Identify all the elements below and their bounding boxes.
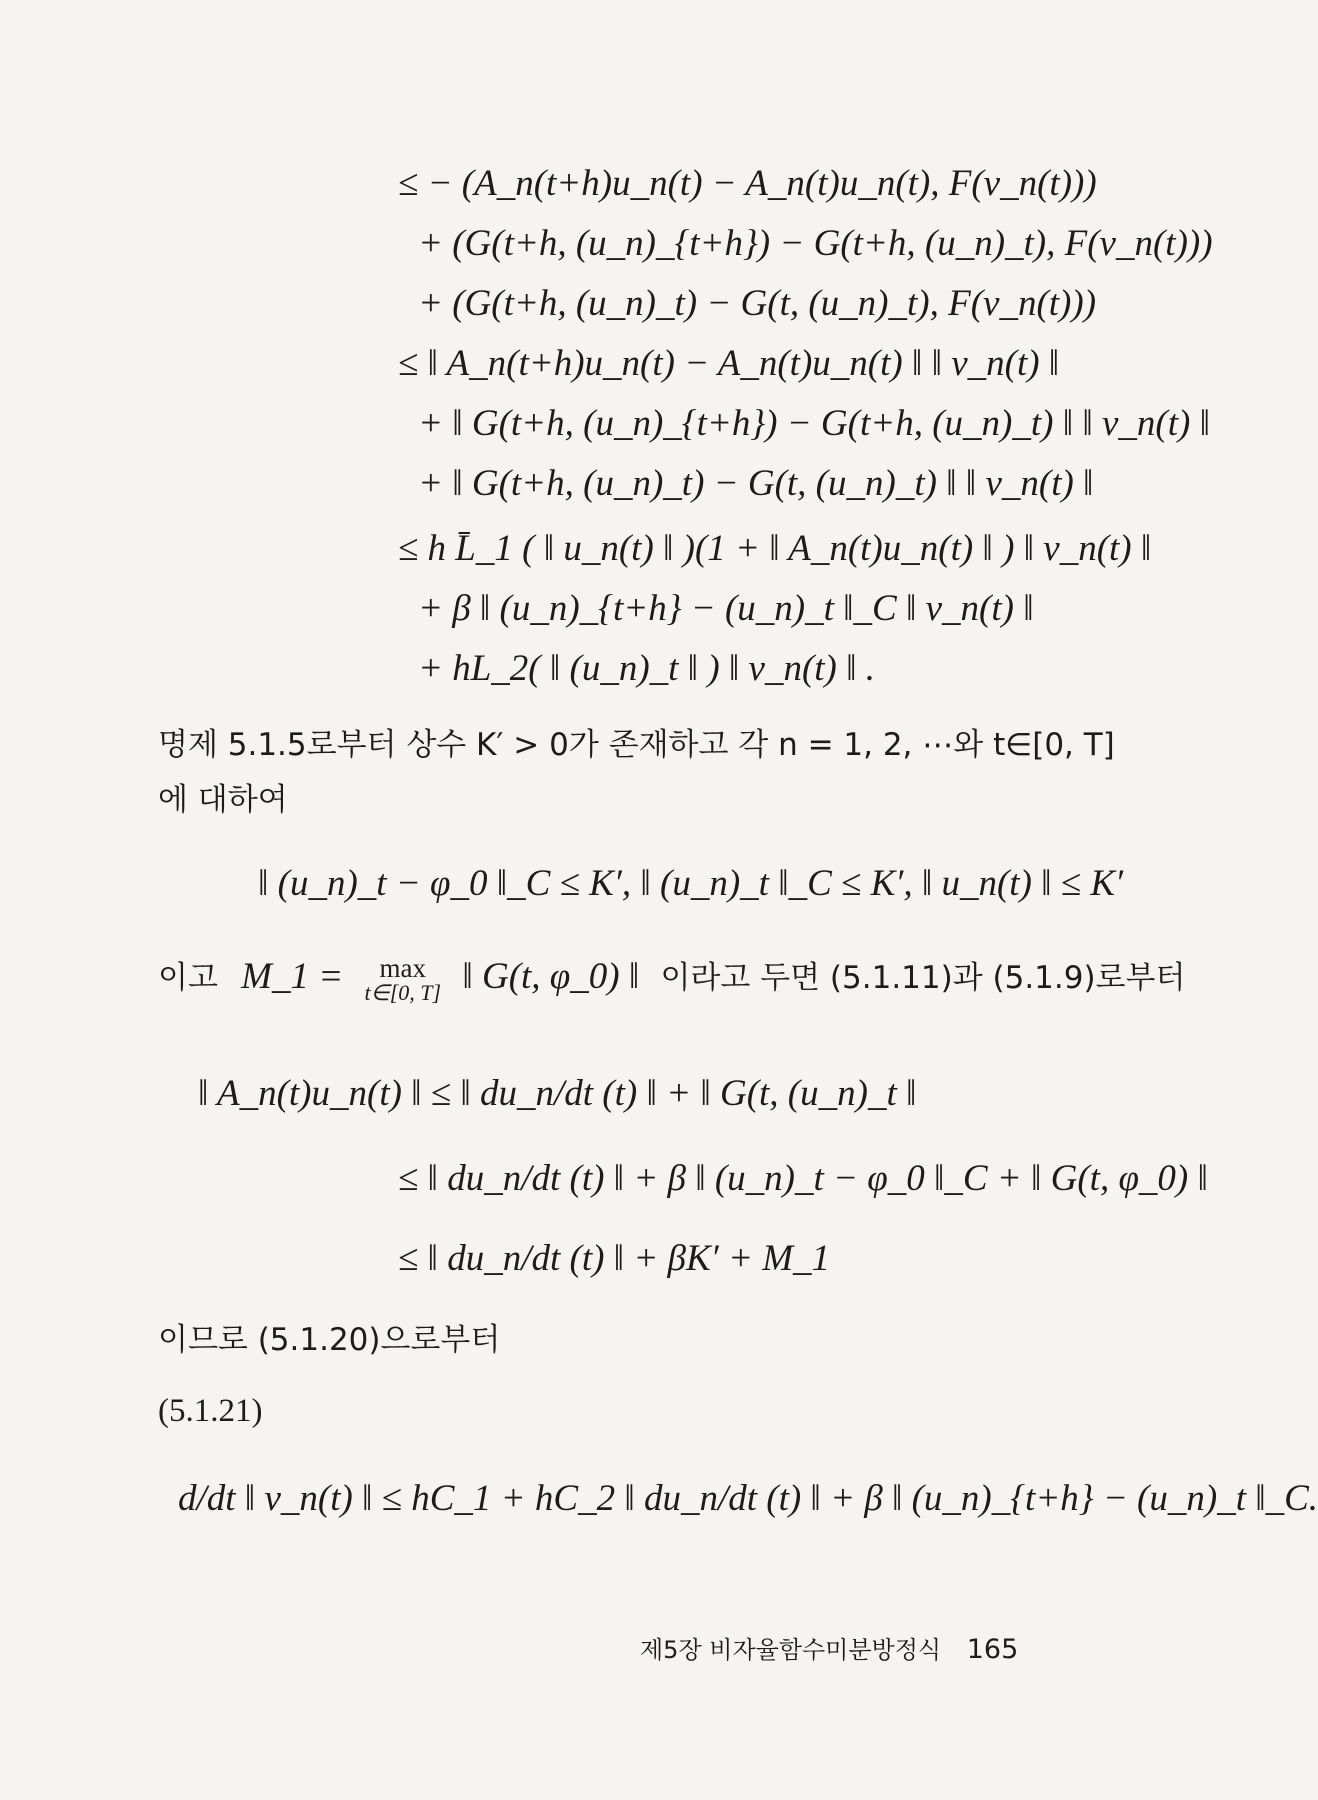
chain1-line-6: + ‖ G(t+h, (u_n)_t) − G(t, (u_n)_t) ‖ ‖ v_n(t) ‖: [418, 463, 1094, 504]
paragraph-2-suffix: 이라고 두면 (5.1.11)과 (5.1.9)로부터: [660, 959, 1186, 996]
chain1-line-2: + (G(t+h, (u_n)_{t+h}) − G(t+h, (u_n)_t), F(v_n(t))): [418, 223, 1213, 264]
paragraph-1-line-1: 명제 5.1.5로부터 상수 K′ > 0가 존재하고 각 n = 1, 2, ⋯와 t∈[0, T]: [158, 727, 1115, 763]
bounds-equation: ‖ (u_n)_t − φ_0 ‖_C ≤ K′, ‖ (u_n)_t ‖_C ≤ K′, ‖ u_n(t) ‖ ≤ K′: [258, 863, 1124, 904]
paragraph-2-prefix: 이고: [158, 959, 218, 996]
chain1-line-1: ≤ − (A_n(t+h)u_n(t) − A_n(t)u_n(t), F(v_n(t))): [398, 163, 1097, 204]
chain1-line-5: + ‖ G(t+h, (u_n)_{t+h}) − G(t+h, (u_n)_t) ‖ ‖ v_n(t) ‖: [418, 403, 1210, 444]
m1-symbol: M_1 =: [241, 955, 344, 997]
paragraph-3: 이므로 (5.1.20)으로부터: [158, 1322, 501, 1358]
chain2-line-3: ≤ ‖ du_n/dt (t) ‖ + βK′ + M_1: [398, 1238, 831, 1279]
g-norm-expression: ‖ G(t, φ_0) ‖: [462, 955, 640, 997]
paragraph-1-line-2: 에 대하여: [158, 782, 288, 818]
equation-label: (5.1.21): [158, 1393, 263, 1429]
chain2-line-2: ≤ ‖ du_n/dt (t) ‖ + β ‖ (u_n)_t − φ_0 ‖_C + ‖ G(t, φ_0) ‖: [398, 1158, 1208, 1199]
max-label: max: [379, 953, 427, 983]
chain1-line-3: + (G(t+h, (u_n)_t) − G(t, (u_n)_t), F(v_n(t))): [418, 283, 1097, 324]
page-number: 165: [966, 1634, 1019, 1665]
page-footer: [640, 1630, 1018, 1665]
chapter-title: 제5장 비자율함수미분방정식: [640, 1636, 942, 1664]
chain1-line-9: + hL_2( ‖ (u_n)_t ‖ ) ‖ v_n(t) ‖ .: [418, 648, 876, 689]
chain2-line-1: ‖ A_n(t)u_n(t) ‖ ≤ ‖ du_n/dt (t) ‖ + ‖ G(t, (u_n)_t ‖: [198, 1073, 917, 1114]
chain1-line-8: + β ‖ (u_n)_{t+h} − (u_n)_t ‖_C ‖ v_n(t) ‖: [418, 588, 1034, 629]
max-subscript: t∈[0, T]: [364, 980, 442, 1005]
chain1-line-7: ≤ h L̄_1 ( ‖ u_n(t) ‖ )(1 + ‖ A_n(t)u_n(t) ‖ ) ‖ v_n(t) ‖: [398, 528, 1152, 569]
chain1-line-4: ≤ ‖ A_n(t+h)u_n(t) − A_n(t)u_n(t) ‖ ‖ v_n(t) ‖: [398, 343, 1060, 384]
paragraph-2: [158, 955, 1185, 1004]
max-operator: [364, 955, 441, 1004]
final-equation: d/dt ‖ v_n(t) ‖ ≤ hC_1 + hC_2 ‖ du_n/dt (t) ‖ + β ‖ (u_n)_{t+h} − (u_n)_t ‖_C.: [178, 1478, 1318, 1519]
